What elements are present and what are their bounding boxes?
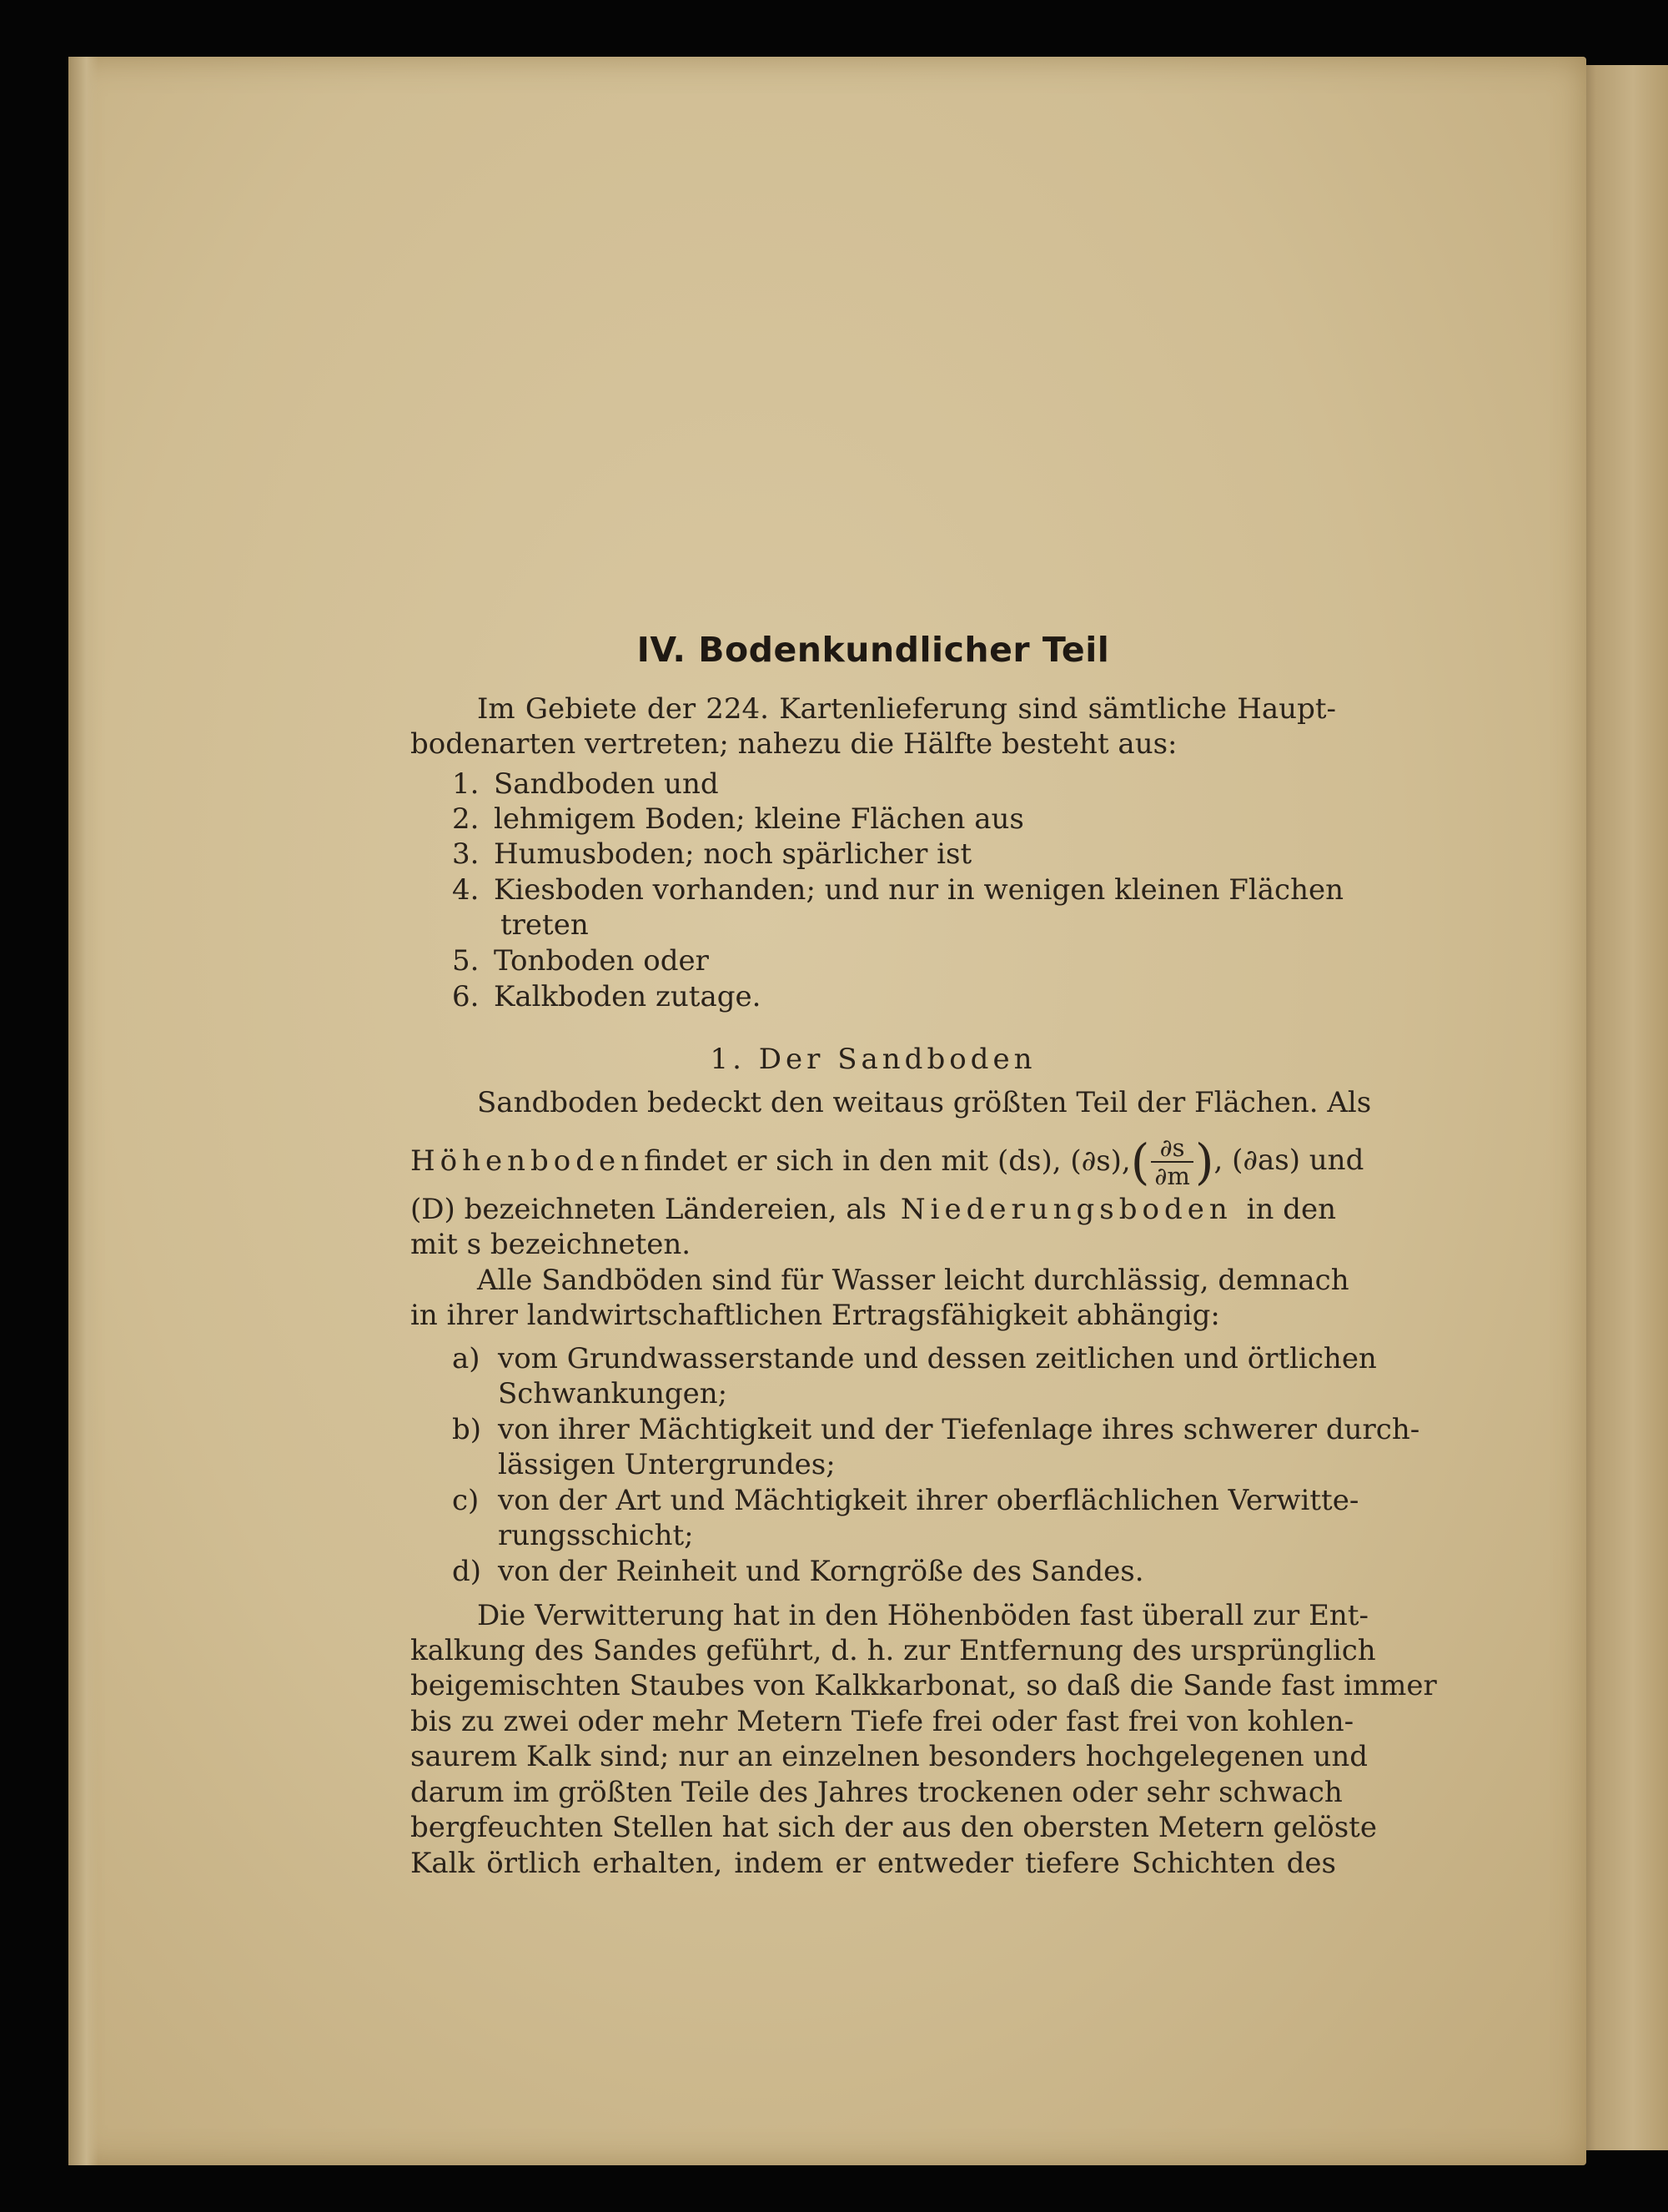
- fraction-denominator: ∂m: [1154, 1161, 1190, 1190]
- list-item-text: Schwankungen;: [498, 1377, 728, 1410]
- paragraph-line: Kalk örtlich erhalten, indem er entweder tiefere Schichten des: [410, 1847, 1336, 1880]
- list-item: [410, 1484, 1359, 1517]
- list-item-continuation: [410, 1448, 1336, 1481]
- list-item-number: 1.: [452, 767, 480, 801]
- list-item: [410, 1413, 1420, 1446]
- paragraph-text: in den: [1246, 1193, 1336, 1226]
- paragraph-line: mit s bezeichneten.: [410, 1228, 691, 1261]
- list-item-text: von der Art und Mächtigkeit ihrer oberflächlichen Verwitte-: [498, 1484, 1359, 1517]
- list-item-letter: d): [452, 1555, 482, 1588]
- list-item-text: rungsschicht;: [498, 1519, 694, 1552]
- list-item: [410, 873, 1344, 907]
- intro-line: Im Gebiete der 224. Kartenlieferung sind sämtliche Haupt-: [477, 692, 1336, 726]
- paragraph-line: bis zu zwei oder mehr Metern Tiefe frei oder fast frei von kohlen-: [410, 1705, 1354, 1738]
- list-item-text: lässigen Untergrundes;: [498, 1448, 836, 1481]
- adjacent-page-edge: [1575, 65, 1668, 2150]
- paragraph-text: (D) bezeichneten Ländereien, als: [410, 1193, 887, 1226]
- paragraph-line: Sandboden bedeckt den weitaus größten Teil der Flächen. Als: [477, 1086, 1372, 1119]
- page-gutter-shadow: [68, 57, 98, 2165]
- list-item-number: 3.: [452, 837, 480, 871]
- paragraph-text: findet er sich in den mit (ds), (∂s),: [644, 1144, 1131, 1178]
- fraction-numerator: ∂s: [1151, 1134, 1193, 1163]
- list-item-continuation: [410, 1519, 1336, 1552]
- paragraph-line: saurem Kalk sind; nur an einzelnen besonders hochgelegenen und: [410, 1740, 1369, 1773]
- list-item: [410, 767, 1336, 801]
- list-item-text: lehmigem Boden; kleine Flächen aus: [494, 802, 1024, 836]
- list-item-number: 6.: [452, 980, 480, 1013]
- list-item: [410, 837, 1336, 871]
- list-item-text: Kiesboden vorhanden; und nur in wenigen kleinen Flächen: [494, 873, 1344, 907]
- list-item-letter: c): [452, 1484, 480, 1517]
- paragraph-line-with-formula: [410, 1133, 1364, 1190]
- list-item-text: vom Grundwasserstande und dessen zeitlichen und örtlichen: [498, 1342, 1377, 1375]
- paragraph-text: , (∂as) und: [1213, 1143, 1364, 1177]
- list-item-text: Tonboden oder: [494, 944, 709, 978]
- list-item: [410, 1342, 1377, 1375]
- chapter-title: IV. Bodenkundlicher Teil: [636, 630, 1110, 670]
- list-item-text: von der Reinheit und Korngröße des Sandes.: [498, 1555, 1144, 1588]
- paragraph-line: Alle Sandböden sind für Wasser leicht durchlässig, demnach: [477, 1264, 1349, 1297]
- list-item: [410, 802, 1336, 836]
- paragraph-line: in ihrer landwirtschaftlichen Ertragsfähigkeit abhängig:: [410, 1299, 1220, 1332]
- section-heading: 1. Der Sandboden: [710, 1043, 1037, 1076]
- list-item-text: Humusboden; noch spärlicher ist: [494, 837, 972, 871]
- spaced-term: Höhenboden: [410, 1144, 645, 1178]
- list-item-number: 5.: [452, 944, 480, 978]
- paragraph-line: beigemischten Staubes von Kalkkarbonat, so daß die Sande fast immer: [410, 1669, 1437, 1702]
- list-item-continuation: [410, 908, 1336, 942]
- list-item-number: 2.: [452, 802, 480, 836]
- paragraph-line: Die Verwitterung hat in den Höhenböden fast überall zur Ent-: [477, 1599, 1369, 1632]
- list-item: [410, 944, 1336, 978]
- list-item-text: Sandboden und: [494, 767, 719, 801]
- paragraph-line: [410, 1193, 1336, 1226]
- list-item-text: Kalkboden zutage.: [494, 980, 761, 1013]
- paragraph-line: bergfeuchten Stellen hat sich der aus den obersten Metern gelöste: [410, 1811, 1377, 1844]
- spaced-term: Niederungsboden: [900, 1193, 1233, 1226]
- list-item-text: treten: [500, 908, 589, 942]
- list-item-text: von ihrer Mächtigkeit und der Tiefenlage ihres schwerer durch-: [498, 1413, 1420, 1446]
- list-item-letter: b): [452, 1413, 482, 1446]
- list-item-number: 4.: [452, 873, 480, 907]
- list-item: [410, 1555, 1336, 1588]
- intro-line: bodenarten vertreten; nahezu die Hälfte besteht aus:: [410, 727, 1178, 761]
- paragraph-line: darum im größten Teile des Jahres trockenen oder sehr schwach: [410, 1776, 1343, 1809]
- list-item-continuation: [410, 1377, 1336, 1410]
- fraction-formula: ( $\frac{\partial s}{\partial m}$ ), (∂as) und: [1130, 1133, 1364, 1190]
- list-item: [410, 980, 1336, 1013]
- paragraph-line: kalkung des Sandes geführt, d. h. zur Entfernung des ursprünglich: [410, 1634, 1376, 1667]
- list-item-letter: a): [452, 1342, 480, 1375]
